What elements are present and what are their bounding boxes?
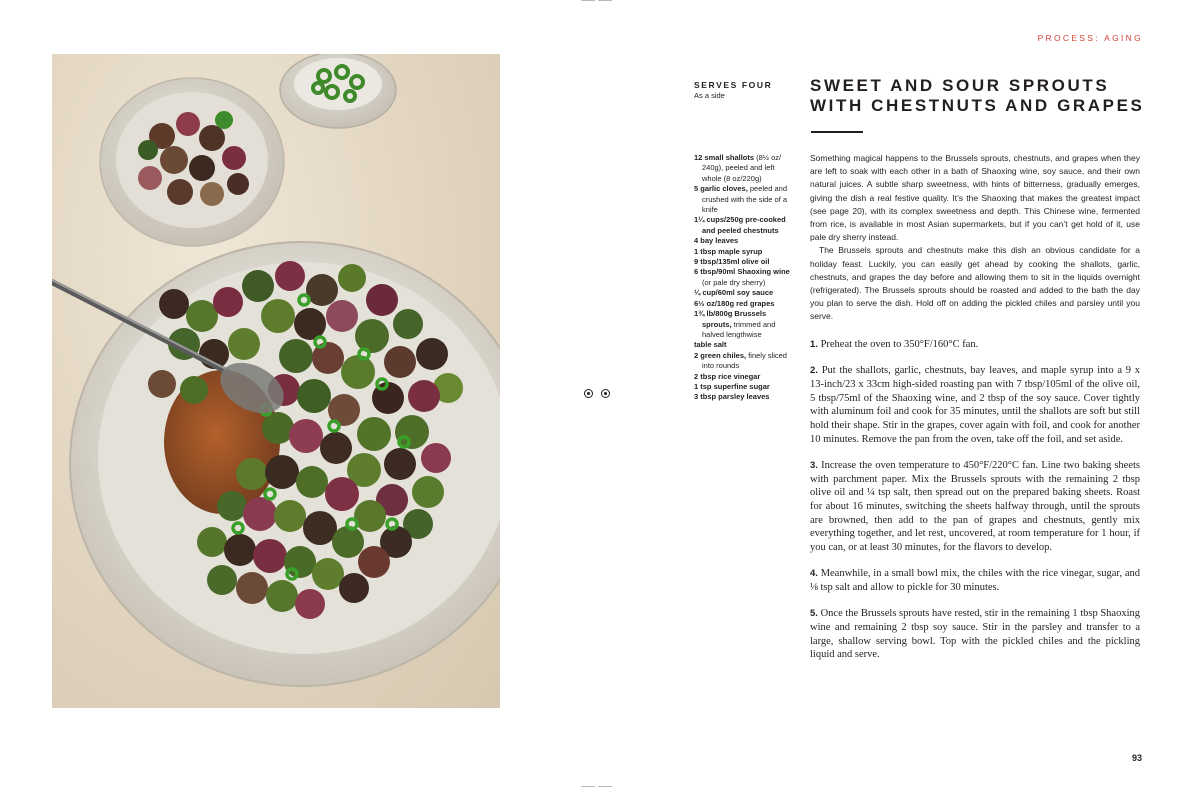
ingredient-name: 6 tbsp/90ml Shaoxing wine bbox=[694, 267, 790, 277]
step-text: Meanwhile, in a small bowl mix, the chiles with the rice vinegar, sugar, and ⅛ tsp salt and allow to pickle for 30 minutes. bbox=[810, 568, 1141, 594]
ingredient-item bbox=[694, 382, 794, 392]
ingredient-item bbox=[694, 247, 794, 257]
crop-mark bbox=[581, 0, 595, 1]
ingredient-name: 2 tbsp rice vinegar bbox=[694, 371, 761, 381]
ingredient-item bbox=[694, 267, 794, 288]
title-rule bbox=[811, 131, 863, 133]
food-photo bbox=[52, 54, 500, 708]
method-step bbox=[810, 338, 1140, 352]
ingredient-name: 6⅓ oz/180g red grapes bbox=[694, 298, 775, 308]
registration-mark bbox=[584, 389, 593, 398]
ingredient-name: ¼ cup/60ml soy sauce bbox=[694, 288, 774, 298]
ingredient-item bbox=[694, 309, 794, 340]
ingredient-item bbox=[694, 184, 794, 215]
ingredient-item bbox=[694, 215, 794, 236]
ingredient-note: trimmed and halved lengthwise bbox=[702, 319, 776, 339]
ingredient-item bbox=[694, 392, 794, 402]
step-number: 3. bbox=[810, 459, 818, 471]
serves-heading: SERVES FOUR bbox=[694, 80, 773, 90]
crop-mark bbox=[581, 786, 595, 787]
ingredient-item bbox=[694, 340, 794, 350]
method-step bbox=[810, 459, 1140, 555]
step-number: 5. bbox=[810, 608, 818, 620]
ingredient-name: 3 tbsp parsley leaves bbox=[694, 392, 770, 402]
ingredient-item bbox=[694, 299, 794, 309]
ingredient-name: 1¾ lb/800g Brussels sprouts, bbox=[694, 309, 767, 329]
section-label: PROCESS: AGING bbox=[1037, 33, 1143, 43]
registration-mark bbox=[601, 389, 610, 398]
ingredient-note: (or pale dry sherry) bbox=[702, 277, 766, 287]
step-number: 2. bbox=[810, 365, 818, 377]
ingredient-note: finely sliced into rounds bbox=[702, 350, 787, 371]
ingredient-name: 1¼ cups/250g pre-cooked and peeled chestnuts bbox=[694, 215, 786, 235]
ingredient-name: 2 green chiles, bbox=[694, 350, 747, 360]
ingredient-name: 5 garlic cloves, bbox=[694, 184, 748, 194]
ingredient-item bbox=[694, 288, 794, 298]
intro-paragraph: Something magical happens to the Brussels sprouts, chestnuts, and grapes when they are left to soak with each other in a bath of Shaoxing wine, soy sauce, and their own natural juices. A subtle sharp sweetness, with hints of bitterness, gradually emerges, giving the dish a real festive quality. It’s the Shaoxing that makes the greatest impact (see page 20), with its complex sweetness and depth. This Chinese wine, fermented from rice, is available in most Asian supermarkets, but if you can’t get hold of it, use pale dry sherry instead. bbox=[810, 153, 1140, 243]
method-step bbox=[810, 567, 1140, 594]
recipe-intro bbox=[810, 152, 1140, 324]
step-number: 1. bbox=[810, 339, 818, 350]
step-number: 4. bbox=[810, 568, 818, 580]
method-step bbox=[810, 607, 1140, 662]
step-text: Put the shallots, garlic, chestnuts, bay leaves, and maple syrup into a 9 x 13-inch/23 x 33cm high-sided roasting pan with 7 tbsp/105ml of the olive oil, 5 tbsp/75ml of the Shaoxing wine, and 2 tbsp of the soy sauce. Cover tightly with aluminum foil and cook for 35 minutes, until the shallots are soft but still hold their shape. Stir in the grapes, cover again with foil, and cook for another 10 minutes. Remove the pan from the oven, take off the foil, and set aside. bbox=[810, 365, 1141, 445]
ingredient-item bbox=[694, 351, 794, 372]
crop-mark bbox=[598, 786, 612, 787]
intro-paragraph: The Brussels sprouts and chestnuts make this dish an obvious candidate for a holiday feast. Luckily, you can easily get ahead by cooking the shallots, garlic, chestnuts, and grapes the day before and allowing them to sit in the liquids overnight (refrigerated). The Brussels sprouts should be roasted and added to the bath the day you plan to serve the dish. Hold off on adding the pickled chiles and parsley until you serve. bbox=[810, 245, 1140, 322]
ingredient-name: 9 tbsp/135ml olive oil bbox=[694, 257, 770, 267]
ingredient-note: peeled and crushed with the side of a knife bbox=[702, 184, 788, 215]
step-text: Once the Brussels sprouts have rested, stir in the remaining 1 tbsp Shaoxing wine and remaining 2 tbsp soy sauce. Stir in the parsley and transfer to a large, shallow serving bowl. Top with the pickled chiles and the pickling liquid and serve. bbox=[810, 608, 1141, 661]
ingredient-name: table salt bbox=[694, 340, 727, 350]
recipe-title: SWEET AND SOUR SPROUTS WITH CHESTNUTS AND GRAPES bbox=[810, 76, 1145, 115]
ingredient-item bbox=[694, 153, 794, 184]
ingredient-item bbox=[694, 236, 794, 246]
ingredient-name: 1 tbsp maple syrup bbox=[694, 246, 763, 256]
ingredient-item bbox=[694, 257, 794, 267]
ingredient-note: (8½ oz/ 240g), peeled and left whole (8 oz/220g) bbox=[702, 153, 782, 183]
crop-mark bbox=[598, 0, 612, 1]
ingredient-name: 12 small shallots bbox=[694, 153, 755, 162]
method-step bbox=[810, 364, 1140, 446]
page-number: 93 bbox=[1131, 753, 1142, 763]
ingredient-name: 1 tsp superfine sugar bbox=[694, 381, 770, 391]
step-text: Preheat the oven to 350°F/160°C fan. bbox=[820, 339, 979, 350]
method-steps bbox=[810, 338, 1140, 675]
step-text: Increase the oven temperature to 450°F/220°C fan. Line two baking sheets with parchment paper. Mix the Brussels sprouts with the remaining 2 tbsp olive oil and ¼ tsp salt, then spread out on the prepared baking sheets. Roast for about 16 minutes, switching the sheets halfway through, until the sprouts are browned, then add to the pan of grapes and chestnuts, gently mix everything together, and let rest, uncovered, at room temperature for 1 hour, if you can, or at least 30 minutes, for the flavors to develop. bbox=[810, 459, 1141, 554]
serves-note: As a side bbox=[694, 91, 725, 100]
ingredients-list bbox=[694, 153, 794, 403]
ingredient-name: 4 bay leaves bbox=[694, 236, 739, 246]
ingredient-item bbox=[694, 372, 794, 382]
